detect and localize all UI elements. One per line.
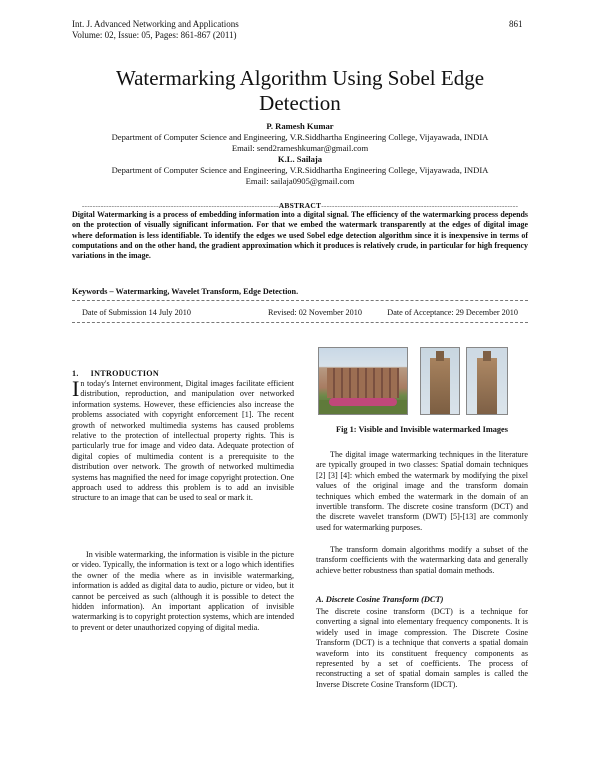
page-number: 861 xyxy=(509,19,523,29)
volume-info: Volume: 02, Issue: 05, Pages: 861-867 (2011) xyxy=(72,30,237,40)
section-number: 1. xyxy=(72,369,79,378)
author-affiliation: Department of Computer Science and Engineering, V.R.Siddhartha Engineering College, Vijayawada, INDIA xyxy=(111,132,489,142)
figure-image-visible xyxy=(318,347,408,415)
intro-text: n today's Internet environment, Digital images facilitate efficient distribution, reproduction, and manipulation over networked information systems. However, these efficiencies also increase the problems associated with copyright enforcement [1]. The recent growth of networked multimedia systems has caused problems relative to the protection of intellectual property rights. This is particularly true for image and video data. Adequate protection of digital copies of multimedia content is a prerequisite to the distribution over network. The growth of networked multimedia systems has magnified the need for image copyright protection. One approach used to address this problem is to add an invisible structure to an image that can be used to seal or mark it. xyxy=(72,379,294,503)
abstract-heading: ABSTRACT xyxy=(278,201,322,210)
intro-paragraph-1 xyxy=(72,376,294,504)
right-paragraph-2: The transform domain algorithms modify a subset of the transform coefficients with the watermarking data and generally achieve better robustness than spatial domain methods. xyxy=(316,545,528,575)
right-paragraph-3: The discrete cosine transform (DCT) is a technique for converting a signal into elementary frequency components. It is widely used in image compression. The Discrete Cosine Transform (DCT) is a technique that converts a spatial domain waveform into its constituent frequency components as represented by a set of coefficients. The process of reconstructing a set of spatial domain samples is called the Inverse Discrete Cosine Transform (IDCT). xyxy=(316,607,528,689)
author-block-2 xyxy=(40,154,560,187)
title-line-2: Detection xyxy=(259,91,341,115)
figure-caption: Fig 1: Visible and Invisible watermarked Images xyxy=(336,425,508,434)
abstract-text: Digital Watermarking is a process of embedding information into a digital signal. The efficiency of the watermarking process depends on the protection of visually significant information. For that we embed the watermark transparently at the edges of digital image where deformation is less identifiable. To identify the edges we used Sobel edge detection algorithm since it is inexpensive in terms of computations and on the other hand, the gradient approximation which it produces is relatively crude, in particular for high frequency variations in the image. xyxy=(72,210,528,261)
date-submission: Date of Submission 14 July 2010 xyxy=(82,308,191,317)
right-paragraph-1: The digital image watermarking techniques in the literature are typically grouped in two classes: Spatial domain techniques [2] [3] [4]: which embed the watermark by modifying the pixel values of the original image and the transform domain techniques which embed the watermark in the domain of an invertible transform. The discrete cosine transform (DCT) and the discrete wavelet transform (DWT) [5]-[13] are commonly used for watermarking purposes. xyxy=(316,450,528,532)
date-revised: Revised: 02 November 2010 xyxy=(268,308,362,317)
abstract-heading-bar: -------------------------------------------------------------------------ABSTRACT------------------------------------------------------------------------- xyxy=(81,201,519,210)
divider xyxy=(72,322,528,323)
author-email: Email: send2rameshkumar@gmail.com xyxy=(231,143,369,153)
author-name: P. Ramesh Kumar xyxy=(266,121,334,131)
section-title: INTRODUCTION xyxy=(90,369,160,378)
divider xyxy=(72,300,528,301)
drop-cap: I xyxy=(72,376,80,401)
figure-image-invisible-1 xyxy=(420,347,460,415)
date-acceptance: Date of Acceptance: 29 December 2010 xyxy=(387,308,518,317)
journal-name: Int. J. Advanced Networking and Applications xyxy=(72,19,239,29)
paper-title xyxy=(40,66,560,116)
title-line-1: Watermarking Algorithm Using Sobel Edge xyxy=(115,66,485,90)
subsection-title: A. Discrete Cosine Transform (DCT) xyxy=(316,595,444,604)
figure-image-invisible-2 xyxy=(466,347,508,415)
author-email: Email: sailaja0905@gmail.com xyxy=(245,176,355,186)
author-block-1 xyxy=(40,121,560,154)
author-name: K.L. Sailaja xyxy=(277,154,323,164)
intro-paragraph-2: In visible watermarking, the information is visible in the picture or video. Typically, the information is text or a logo which identifies the owner of the media where as in invisible watermarking, information is added as digital data to audio, picture or video, but it cannot be perceived as such (although it is possible to detect the hidden information). An important application of invisible watermarking is to copyright protection systems, which are intended to prevent or deter unauthorized copying of digital media. xyxy=(72,550,294,632)
author-affiliation: Department of Computer Science and Engineering, V.R.Siddhartha Engineering College, Vijayawada, INDIA xyxy=(111,165,489,175)
keywords: Keywords – Watermarking, Wavelet Transform, Edge Detection. xyxy=(72,287,299,296)
